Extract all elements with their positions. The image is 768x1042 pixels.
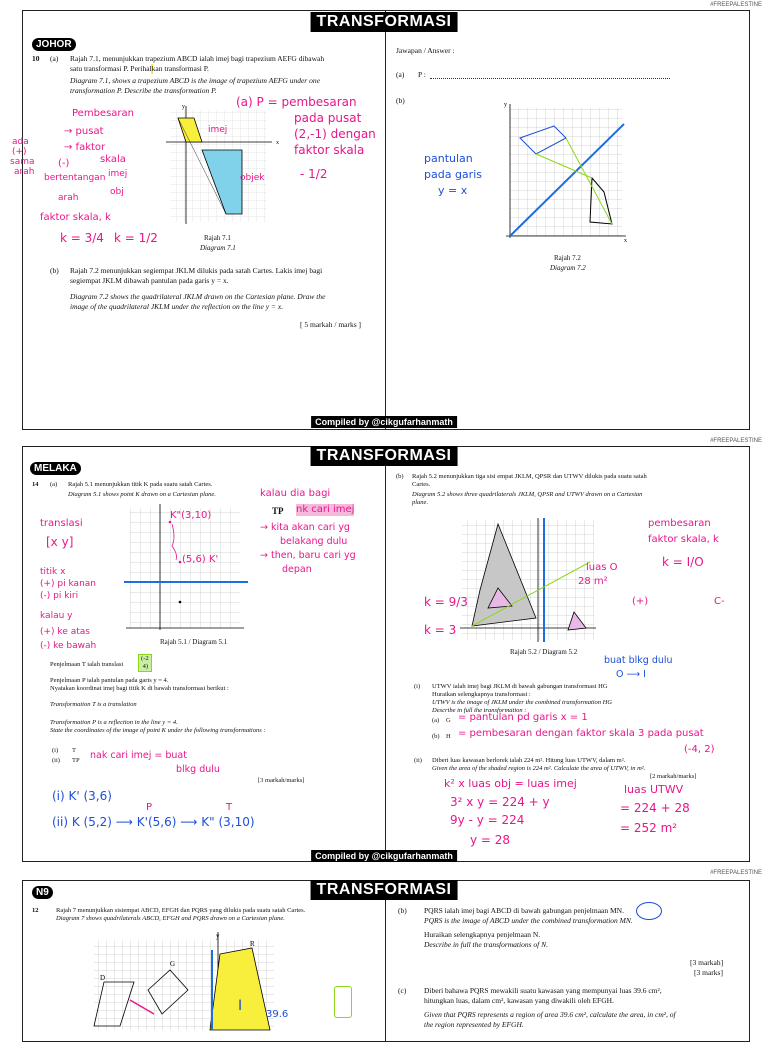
diagram-7 [90, 930, 280, 1030]
note: (+) [632, 596, 649, 607]
page-johor [0, 0, 768, 438]
note: arah [14, 167, 35, 177]
question-text-en: PQRS is the image of ABCD under the combined transformation MN. [424, 916, 633, 925]
p-text: Penjelmaan P ialah pantulan pada garis y = 4. [50, 677, 169, 684]
note: → faktor [64, 142, 106, 153]
diagram-caption-en: Diagram 7.2 [550, 264, 586, 272]
sub-i-en: UTWV is the image of JKLM under the combined transformation HG [432, 699, 613, 706]
part-b-label: (b) [50, 266, 59, 275]
t-text: Penjelmaan T ialah translasi [50, 661, 124, 668]
question-text: Diberi bahawa PQRS mewakili suatu kawasan yang mempunyai luas 39.6 cm², [424, 986, 662, 995]
question-text: Rajah 5.2 menunjukkan tiga sisi empat JKLM, QPSR dan UTWV dilukis pada suatu satah [412, 473, 647, 480]
question-text-en: Given that PQRS represents a region of area 39.6 cm², calculate the area, in cm², of [424, 1010, 676, 1019]
note: → then, baru cari yg [260, 550, 356, 561]
question-text-en: Diagram 5.2 shows three quadrilaterals JKLM, QPSR and UTWV drawn on a Cartesian [412, 491, 643, 498]
axis-y-label: y [216, 932, 220, 940]
page-melaka [0, 438, 768, 870]
part-a-label: (a) [50, 481, 58, 488]
answer-note: 9y - y = 224 [450, 813, 525, 827]
marks: [3 markah/marks] [258, 777, 305, 784]
question-text: segiempat JKLM dibawah pantulan pada garis y = x. [70, 276, 229, 285]
note: (-) [58, 158, 70, 169]
sub-i-label: (i) [52, 747, 59, 754]
question-text-en: Diagram 7.1, shows a trapezium ABCD is the image of trapezium AEFG under one [70, 76, 320, 85]
answer-note: pada garis [424, 168, 482, 181]
note: nak cari imej = buat [90, 750, 187, 761]
part-b-label: (b) [396, 473, 404, 480]
answer-a-label: (a) [396, 70, 405, 79]
axis-x-label: x [624, 238, 627, 244]
diagram-caption-en: Diagram 7.1 [200, 244, 236, 252]
note: ada [12, 137, 29, 147]
answer-note: k² x luas obj = luas imej [444, 777, 577, 790]
answer-note: = 224 + 28 [620, 801, 690, 815]
note: (-) ke bawah [40, 641, 97, 651]
part-c-label: (c) [398, 986, 407, 995]
state-badge: N9 [32, 886, 53, 899]
note: (+) [12, 147, 27, 157]
note: pembesaran [648, 518, 711, 529]
question-text: Huraikan selengkapnya penjelmaan N. [424, 930, 541, 939]
answer-note: pantulan [424, 152, 473, 165]
sub-ii-label: (ii) [414, 757, 422, 764]
sub-b-value: H [446, 733, 451, 740]
note: blkg dulu [176, 764, 220, 775]
state-badge: JOHOR [32, 38, 76, 51]
sub-i-text: Huraikan selengkapnya transformasi : [432, 691, 531, 698]
sub-i-value: T [72, 747, 76, 754]
column-divider [385, 447, 386, 861]
sub-ii-label: (ii) [52, 757, 60, 764]
sub-i-text: UTWV ialah imej bagi JKLM di bawah gabungan transformasi HG [432, 683, 608, 690]
note: nk cari imej [296, 504, 355, 515]
sub-a-value: G [446, 717, 451, 724]
note: [x y] [46, 535, 74, 549]
note: 39.6 [266, 1009, 289, 1020]
note-tp: TP [272, 506, 284, 516]
answer-note: luas UTWV [624, 783, 684, 796]
note: k = I/O [662, 555, 704, 569]
note: T [226, 802, 233, 813]
note: luas O [586, 562, 618, 573]
answer-note: y = 28 [470, 833, 511, 847]
answer-note: (a) P = pembesaran [236, 95, 357, 109]
hashtag: #FREEPALESTINE [710, 870, 762, 876]
note: faktor skala, k [40, 212, 111, 223]
answer-note: 3² x y = 224 + y [450, 795, 550, 809]
translation-vector: (-2 4) [138, 654, 152, 672]
sub-a-label: (a) [432, 717, 440, 724]
sub-i-en: Describe in full the transformation : [432, 707, 527, 714]
axis-y-label: y [182, 104, 185, 110]
note: (-) pi kiri [40, 591, 79, 601]
answer-note: - 1/2 [300, 167, 328, 181]
section-title: TRANSFORMASI [311, 12, 458, 32]
vertex-d: D [100, 974, 106, 982]
question-text-en: Diagram 7 shows quadrilaterals ABCD, EFGH and PQRS drawn on a Cartesian plane. [56, 915, 285, 922]
mn-circle [636, 902, 662, 920]
note: translasi [40, 518, 83, 529]
answer-note: = 252 m² [620, 821, 678, 835]
column-divider [385, 11, 386, 429]
question-text-en: transformation P. Describe the transformation P. [70, 86, 217, 95]
question-text: hitungkan luas, dalam cm², kawasan yang diwakili oleh EFGH. [424, 996, 614, 1005]
question-number: 12 [32, 907, 39, 914]
state-en: State the coordinates of the image of point K under the following transformations : [50, 727, 266, 734]
sub-ii-text: Diberi luas kawasan berlorek ialah 224 m². Hitung luas UTWV, dalam m². [432, 757, 626, 764]
answer-note: (i) K' (3,6) [52, 789, 112, 803]
t-en: Transformation T is a translation [50, 701, 137, 708]
state-badge: MELAKA [30, 462, 81, 475]
note: arah [58, 193, 79, 203]
answer-note: buat blkg dulu [604, 655, 673, 666]
marks: [2 markah/marks] [650, 773, 697, 780]
diagram-caption: Rajah 5.1 / Diagram 5.1 [160, 638, 228, 646]
handwritten-box [334, 986, 352, 1018]
note: P [146, 802, 153, 813]
note: skala [100, 154, 126, 165]
note: k = 1/2 [114, 231, 158, 245]
note: 28 m² [578, 576, 608, 587]
answer-label: Jawapan / Answer : [396, 46, 455, 55]
note: imej [208, 125, 228, 135]
axis-x-label: x [276, 140, 279, 146]
question-text: Rajah 7.1, menunjukkan trapezium ABCD ialah imej bagi trapezium AEFG dibawah [70, 54, 325, 63]
note: Pembesaran [72, 108, 134, 119]
answer-note: (-4, 2) [684, 744, 715, 755]
note: k = 3/4 [60, 231, 104, 245]
answer-note: = pembesaran dengan faktor skala 3 pada pusat [458, 728, 704, 739]
question-text-en: Diagram 5.1 shows point K drawn on a Cartesian plane. [68, 491, 216, 498]
note: belakang dulu [280, 536, 348, 547]
state-text: Nyatakan koordinat imej bagi titik K di bawah transformasi berikut : [50, 685, 229, 692]
answer-line [430, 78, 670, 79]
marks: [3 marks] [694, 968, 723, 977]
answer-b-label: (b) [396, 96, 405, 105]
note: objek [240, 173, 265, 183]
sub-b-label: (b) [432, 733, 440, 740]
question-text: satu transformasi P. Perihalkan transformasi P. [70, 64, 209, 73]
note: kalau y [40, 611, 73, 621]
vertex-r: R [250, 940, 255, 948]
question-text: Rajah 7.2 menunjukkan segiempat JKLM dilukis pada satah Cartes. Lakis imej bagi [70, 266, 323, 275]
diagram-caption: Rajah 7.1 [204, 234, 231, 242]
note: (+) pi kanan [40, 579, 96, 589]
answer-note: y = x [438, 184, 468, 197]
diagram-5-2 [458, 516, 598, 646]
hashtag: #FREEPALESTINE [710, 2, 762, 8]
sub-i-label: (i) [414, 683, 421, 690]
answer-note: = pantulan pd garis x = 1 [458, 712, 588, 723]
note: → kita akan cari yg [260, 522, 350, 533]
note: (5,6) K' [182, 554, 219, 565]
note: → pusat [64, 126, 104, 137]
diagram-7-2 [500, 100, 630, 250]
part-a-label: (a) [50, 54, 59, 63]
note: obj [110, 187, 124, 197]
question-text: PQRS ialah imej bagi ABCD di bawah gabungan penjelmaan MN. [424, 906, 624, 915]
question-text-en: image of the quadrilateral JKLM under the reflection on the line y = x. [70, 302, 284, 311]
note: (+) ke atas [40, 627, 90, 637]
question-number: 14 [32, 481, 39, 488]
note: depan [282, 564, 312, 575]
diagram-caption: Rajah 7.2 [554, 254, 581, 262]
note: kalau dia bagi [260, 488, 331, 499]
axis-y-label: y [504, 102, 507, 108]
column-divider [385, 881, 386, 1041]
question-text: Rajah 7 menunjukkan sisiempat ABCD, EFGH dan PQRS yang dilukis pada suatu satah Cartes. [56, 907, 306, 914]
sub-ii-en: Given the area of the shaded region is 224 m². Calculate the area of UTWV, in m². [432, 765, 646, 772]
note: K"(3,10) [170, 510, 212, 521]
answer-note: pada pusat [294, 111, 362, 125]
answer-note: faktor skala [294, 143, 365, 157]
hashtag: #FREEPALESTINE [710, 438, 762, 444]
compiled-by: Compiled by @cikgufarhanmath [311, 850, 457, 862]
note: bertentangan [44, 173, 106, 183]
answer-note: (ii) K (5,2) ⟶ K'(5,6) ⟶ K" (3,10) [52, 815, 255, 829]
question-text: Rajah 5.1 menunjukkan titik K pada suatu satah Cartes. [68, 481, 213, 488]
marks: [3 markah] [690, 958, 724, 967]
section-title: TRANSFORMASI [311, 880, 458, 900]
question-number: 10 [32, 54, 40, 63]
p-en: Transformation P is a reflection in the line y = 4. [50, 719, 178, 726]
question-text-en: the region represented by EFGH. [424, 1020, 524, 1029]
note: k = 3 [424, 623, 457, 637]
note: imej [108, 169, 128, 179]
note: sama [10, 157, 35, 167]
question-text: Cartes. [412, 481, 431, 488]
part-b-label: (b) [398, 906, 407, 915]
compiled-by: Compiled by @cikgufarhanmath [311, 416, 457, 428]
note: C- [714, 596, 725, 607]
page-n9 [0, 870, 768, 1029]
note: I [238, 998, 243, 1014]
answer-p-label: P : [418, 70, 426, 79]
note: faktor skala, k [648, 534, 719, 545]
note: k = 9/3 [424, 595, 468, 609]
vertex-g: G [170, 960, 176, 968]
diagram-caption: Rajah 5.2 / Diagram 5.2 [510, 648, 578, 656]
answer-note: (2,-1) dengan [294, 127, 376, 141]
section-title: TRANSFORMASI [311, 446, 458, 466]
sub-ii-value: TP [72, 757, 80, 764]
note: titik x [40, 567, 66, 577]
question-text-en: Describe in full the transformations of N. [424, 940, 548, 949]
answer-note: O ⟶ I [616, 669, 646, 680]
question-text-en: plane. [412, 499, 429, 506]
question-text-en: Diagram 7.2 shows the quadrilateral JKLM drawn on the Cartesian plane. Draw the [70, 292, 326, 301]
marks: [ 5 markah / marks ] [300, 320, 362, 329]
